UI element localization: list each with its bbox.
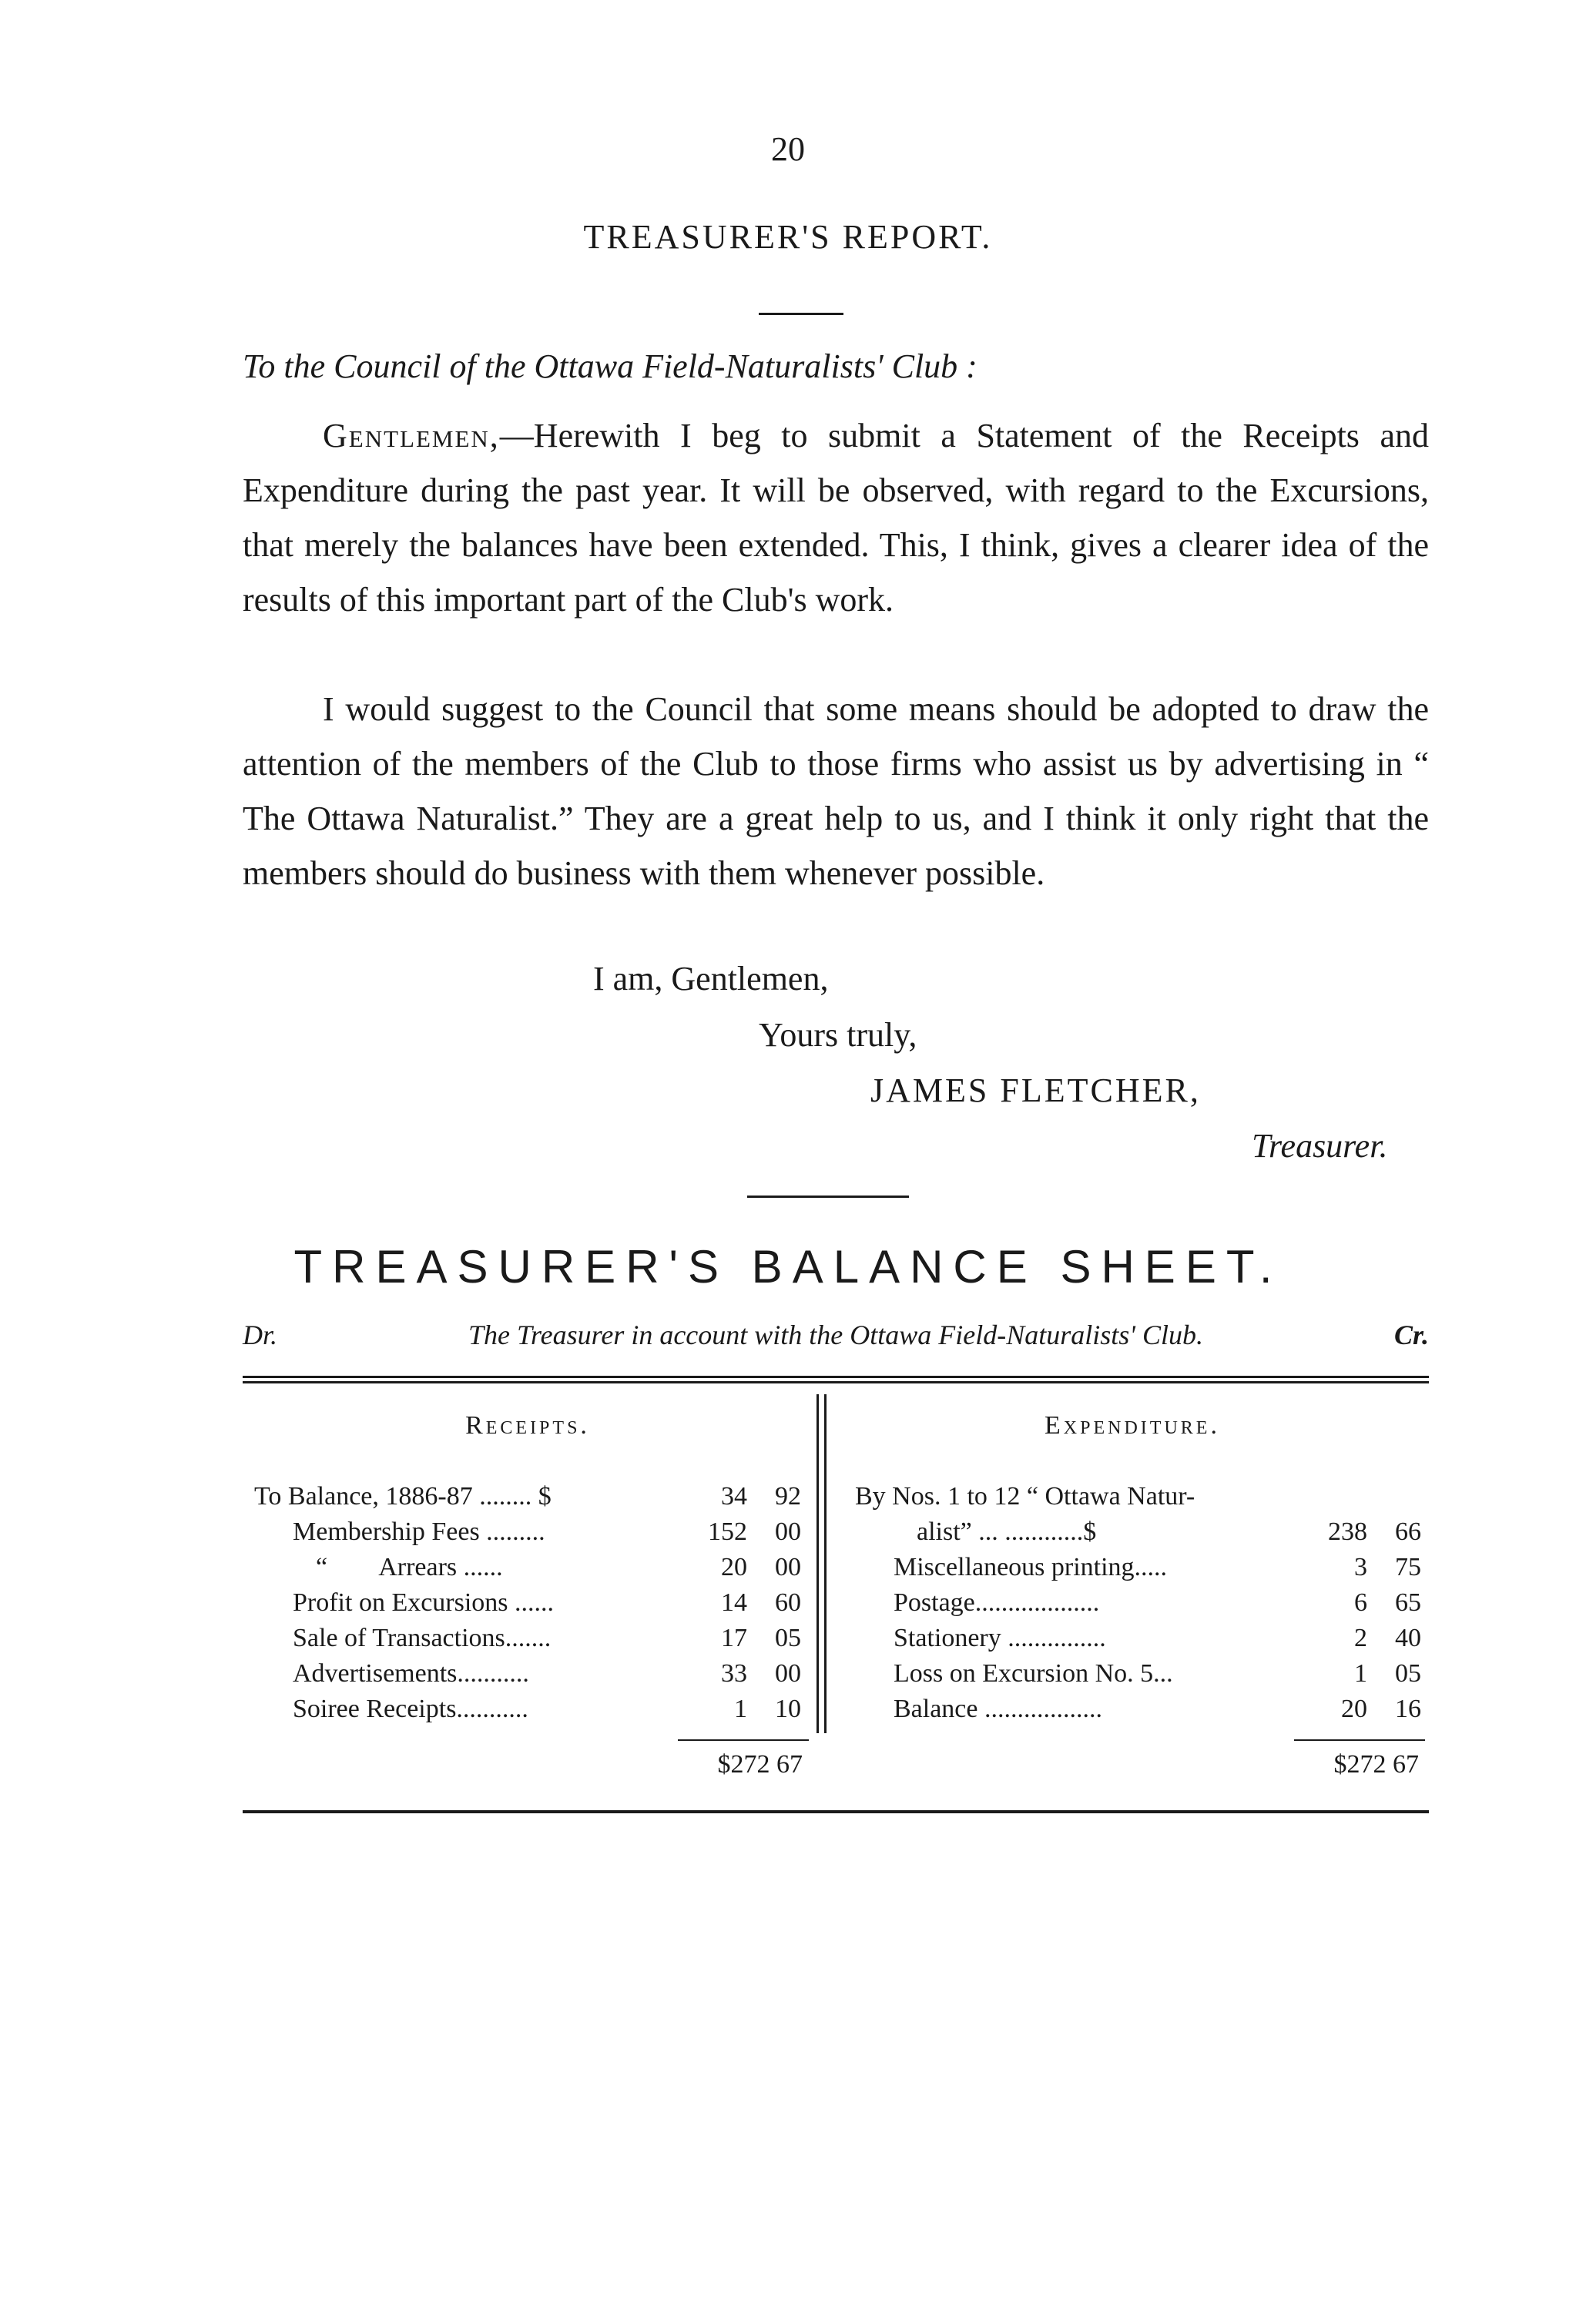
debit-label: Dr. <box>243 1320 278 1350</box>
receipt-row <box>254 1585 801 1621</box>
closing-line: I am, Gentlemen, <box>593 960 829 998</box>
expenditure-dollars: 238 <box>1328 1517 1367 1546</box>
expenditure-dollars <box>1267 1479 1367 1514</box>
expenditure-total-rule <box>1294 1739 1425 1741</box>
expenditure-dollars: 3 <box>1354 1553 1367 1581</box>
receipt-desc: Advertisements........... <box>293 1659 529 1688</box>
expenditure-dollars: 2 <box>1354 1624 1367 1652</box>
account-line <box>243 1319 1429 1351</box>
column-divider <box>817 1394 819 1733</box>
receipt-row <box>254 1550 801 1585</box>
paragraph-1 <box>243 408 1429 627</box>
expenditure-row <box>855 1692 1421 1727</box>
expenditure-desc: Postage................... <box>894 1588 1100 1617</box>
receipt-cents: 00 <box>775 1517 801 1546</box>
expenditure-cents <box>1367 1479 1421 1514</box>
expenditure-cents: 66 <box>1395 1517 1421 1546</box>
receipt-cents: 92 <box>775 1482 801 1511</box>
closing-yours-truly: Yours truly, <box>759 1016 917 1054</box>
receipt-row <box>254 1692 801 1727</box>
expenditure-desc: By Nos. 1 to 12 “ Ottawa Natur- <box>855 1482 1195 1511</box>
receipt-cents: 00 <box>775 1659 801 1688</box>
table-top-rule <box>243 1376 1429 1383</box>
page-number: 20 <box>771 130 805 168</box>
receipt-desc: “ Arrears ...... <box>316 1553 503 1581</box>
paragraph-1-lead: Gentlemen, <box>323 417 500 454</box>
receipt-row <box>254 1656 801 1692</box>
expenditure-cents: 40 <box>1395 1624 1421 1652</box>
receipt-desc: Profit on Excursions ...... <box>293 1588 555 1617</box>
receipt-dollars: 33 <box>721 1659 747 1688</box>
receipts-list <box>254 1479 801 1727</box>
expenditure-dollars: 6 <box>1354 1588 1367 1617</box>
table-bottom-rule <box>243 1810 1429 1813</box>
expenditure-row <box>855 1585 1421 1621</box>
receipt-cents: 05 <box>775 1624 801 1652</box>
expenditure-desc: Loss on Excursion No. 5... <box>894 1659 1173 1688</box>
receipt-dollars: 152 <box>708 1517 747 1546</box>
expenditure-row <box>855 1514 1421 1550</box>
receipt-desc: Membership Fees ......... <box>293 1517 545 1546</box>
title-divider <box>759 313 843 315</box>
signature-title: Treasurer. <box>1252 1127 1388 1165</box>
expenditure-row <box>855 1479 1421 1514</box>
expenditure-desc: alist” ... ............$ <box>917 1517 1097 1546</box>
expenditure-cents: 05 <box>1395 1659 1421 1688</box>
expenditure-desc: Balance .................. <box>894 1695 1102 1723</box>
credit-label: Cr. <box>1393 1320 1429 1350</box>
expenditure-row <box>855 1550 1421 1585</box>
signature-name: JAMES FLETCHER, <box>870 1071 1201 1109</box>
section-divider <box>747 1196 909 1198</box>
receipt-cents: 10 <box>775 1695 801 1723</box>
receipts-total-rule <box>678 1739 809 1741</box>
receipt-row <box>254 1621 801 1656</box>
receipt-desc: Sale of Transactions....... <box>293 1624 552 1652</box>
expenditure-cents: 65 <box>1395 1588 1421 1617</box>
receipts-total: $272 67 <box>717 1750 803 1779</box>
expenditure-cents: 16 <box>1395 1695 1421 1723</box>
receipt-dollars: 17 <box>721 1624 747 1652</box>
receipt-cents: 00 <box>775 1553 801 1581</box>
expenditure-desc: Miscellaneous printing..... <box>894 1553 1168 1581</box>
receipt-dollars: 34 <box>721 1482 747 1511</box>
expenditure-row <box>855 1621 1421 1656</box>
account-description: The Treasurer in account with the Ottawa Field-Naturalists' Club. <box>468 1320 1204 1350</box>
expenditure-total: $272 67 <box>1333 1750 1419 1779</box>
receipt-dollars: 1 <box>734 1695 747 1723</box>
expenditure-list <box>855 1479 1421 1727</box>
expenditure-dollars: 20 <box>1341 1695 1367 1723</box>
expenditure-desc: Stationery ............... <box>894 1624 1106 1652</box>
receipt-dollars: 20 <box>721 1553 747 1581</box>
report-title: TREASURER'S REPORT. <box>583 218 993 256</box>
expenditure-dollars: 1 <box>1354 1659 1367 1688</box>
expenditure-cents: 75 <box>1395 1553 1421 1581</box>
expenditure-heading: Expenditure. <box>1045 1411 1220 1440</box>
receipt-cents: 60 <box>775 1588 801 1617</box>
receipt-desc: Soiree Receipts........... <box>293 1695 528 1723</box>
receipt-dollars: 14 <box>721 1588 747 1617</box>
receipt-row <box>254 1479 801 1514</box>
salutation: To the Council of the Ottawa Field-Naturalists' Club : <box>243 347 977 385</box>
paragraph-1-text: —Herewith I beg to submit a Statement of the Receipts and Expenditure during the past year. It will be observed, with regard to the Excursions, that merely the balances have been extended. This, I think, gives a clearer idea of the results of this important part of the Club's work. <box>243 417 1429 619</box>
receipt-desc: To Balance, 1886-87 ........ $ <box>254 1482 552 1511</box>
receipts-heading: Receipts. <box>465 1411 590 1440</box>
paragraph-2: I would suggest to the Council that some means should be adopted to draw the attention of the members of the Club to those firms who assist us by advertising in “ The Ottawa Naturalist.” They are a great help to us, and I think it only right that the members should do business with them whenever possible. <box>243 690 1429 892</box>
balance-sheet-title: TREASURER'S BALANCE SHEET. <box>293 1241 1283 1293</box>
receipt-row <box>254 1514 801 1550</box>
expenditure-row <box>855 1656 1421 1692</box>
column-divider <box>824 1394 827 1733</box>
